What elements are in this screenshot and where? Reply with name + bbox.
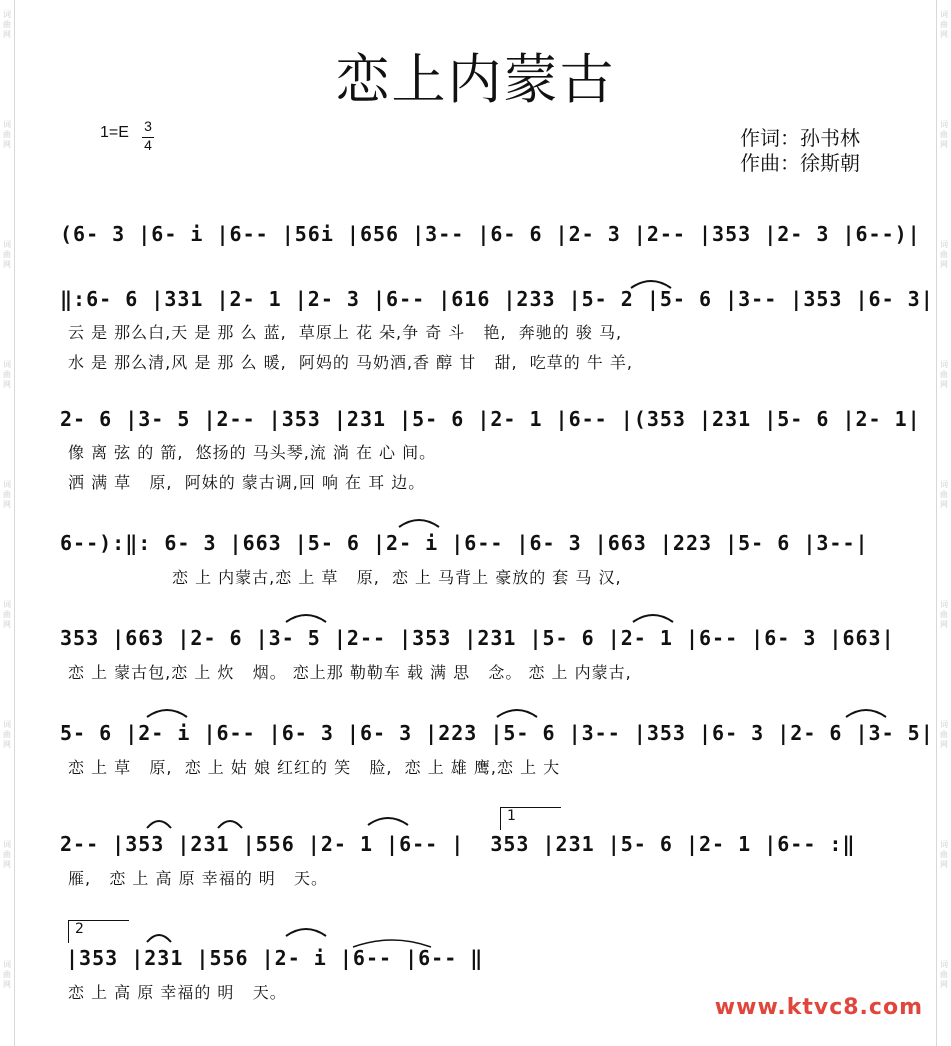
lyric-row-3a: 像 离 弦 的 箭, 悠扬的 马头琴,流 淌 在 心 间。 — [68, 443, 437, 462]
lyric-row-4: 恋 上 内蒙古,恋 上 草 原, 恋 上 马背上 豪放的 套 马 汉, — [172, 568, 622, 587]
site-watermark — [715, 995, 923, 1020]
lyric-row-2b: 水 是 那么清,风 是 那 么 暖, 阿妈的 马奶酒,香 醇 甘 甜, 吃草的 牛 羊, — [68, 353, 633, 372]
right-watermark-strip — [936, 0, 951, 1046]
side-watermark: 词 曲 网 — [3, 120, 11, 149]
slur-mark — [144, 816, 174, 830]
side-watermark: 词 曲 网 — [3, 960, 11, 989]
lyric-row-8: 恋 上 高 原 幸福的 明 天。 — [68, 983, 287, 1002]
side-watermark: 词 曲 网 — [940, 120, 948, 149]
side-watermark: 词 曲 网 — [3, 720, 11, 749]
slur-mark — [144, 705, 190, 719]
time-numerator: 3 — [144, 118, 152, 134]
side-watermark: 词 曲 网 — [3, 10, 11, 39]
notation-row-7: 2-- |353 |231 |556 |2- 1 |6-- | 353 |231 |5- 6 |2- 1 |6-- :‖ — [60, 832, 856, 856]
slur-mark — [843, 705, 889, 719]
lyric-row-7: 雁, 恋 上 高 原 幸福的 明 天。 — [68, 869, 329, 888]
lyric-row-6: 恋 上 草 原, 恋 上 姑 娘 红红的 笑 脸, 恋 上 雄 鹰,恋 上 大 — [68, 758, 561, 777]
first-ending-label: 1 — [507, 808, 516, 824]
slur-mark — [215, 816, 245, 830]
side-watermark: 词 曲 网 — [940, 240, 948, 269]
side-watermark: 词 曲 网 — [3, 360, 11, 389]
side-watermark: 词 曲 网 — [940, 720, 948, 749]
second-ending-bracket — [68, 920, 129, 943]
side-watermark: 词 曲 网 — [940, 10, 948, 39]
slur-mark — [283, 924, 329, 938]
site-watermark-text: www.ktvc8.com — [714, 995, 923, 1020]
notation-row-4: 6--):‖: 6- 3 |663 |5- 6 |2- i |6-- |6- 3 |663 |223 |5- 6 |3--| — [60, 531, 869, 555]
first-ending-bracket — [500, 807, 561, 830]
slur-mark — [494, 705, 540, 719]
key-signature — [100, 118, 152, 153]
side-watermark: 词 曲 网 — [940, 480, 948, 509]
left-watermark-strip — [0, 0, 15, 1046]
side-watermark: 词 曲 网 — [3, 840, 11, 869]
composer-credit: 作曲：徐斯朝 — [740, 151, 860, 175]
side-watermark: 词 曲 网 — [940, 600, 948, 629]
lyric-row-2a: 云 是 那么白,天 是 那 么 蓝, 草原上 花 朵,争 奇 斗 艳, 奔驰的 骏 马, — [68, 323, 623, 342]
slur-mark — [365, 813, 411, 827]
slur-mark — [396, 515, 442, 529]
notation-row-8: |353 |231 |556 |2- i |6-- |6-- ‖ — [66, 946, 484, 970]
notation-row-3: 2- 6 |3- 5 |2-- |353 |231 |5- 6 |2- 1 |6-- |(353 |231 |5- 6 |2- 1| — [60, 407, 921, 431]
side-watermark: 词 曲 网 — [940, 960, 948, 989]
lyric-row-5: 恋 上 蒙古包,恋 上 炊 烟。 恋上那 勒勒车 载 满 思 念。 恋 上 内蒙古, — [68, 663, 632, 682]
side-watermark: 词 曲 网 — [3, 600, 11, 629]
notation-row-1: (6- 3 |6- i |6-- |56i |656 |3-- |6- 6 |2- 3 |2-- |353 |2- 3 |6--)| — [60, 222, 921, 246]
side-watermark: 词 曲 网 — [3, 480, 11, 509]
key-label: 1=E — [100, 124, 129, 141]
song-title: 恋上内蒙古 — [335, 48, 616, 111]
side-watermark: 词 曲 网 — [940, 360, 948, 389]
lyric-row-3b: 洒 满 草 原, 阿妹的 蒙古调,回 响 在 耳 边。 — [68, 473, 426, 492]
side-watermark: 词 曲 网 — [3, 240, 11, 269]
slur-mark — [144, 930, 174, 944]
slur-mark — [630, 610, 676, 624]
second-ending-label: 2 — [75, 921, 84, 937]
side-watermark: 词 曲 网 — [940, 840, 948, 869]
notation-row-2: ‖:6- 6 |331 |2- 1 |2- 3 |6-- |616 |233 |5- 2 |5- 6 |3-- |353 |6- 3| — [60, 287, 934, 311]
slur-mark — [283, 610, 329, 624]
time-denominator: 4 — [144, 137, 152, 153]
notation-row-6: 5- 6 |2- i |6-- |6- 3 |6- 3 |223 |5- 6 |3-- |353 |6- 3 |2- 6 |3- 5| — [60, 721, 934, 745]
lyricist-credit: 作词：孙书林 — [740, 126, 860, 150]
notation-row-5: 353 |663 |2- 6 |3- 5 |2-- |353 |231 |5- 6 |2- 1 |6-- |6- 3 |663| — [60, 626, 895, 650]
